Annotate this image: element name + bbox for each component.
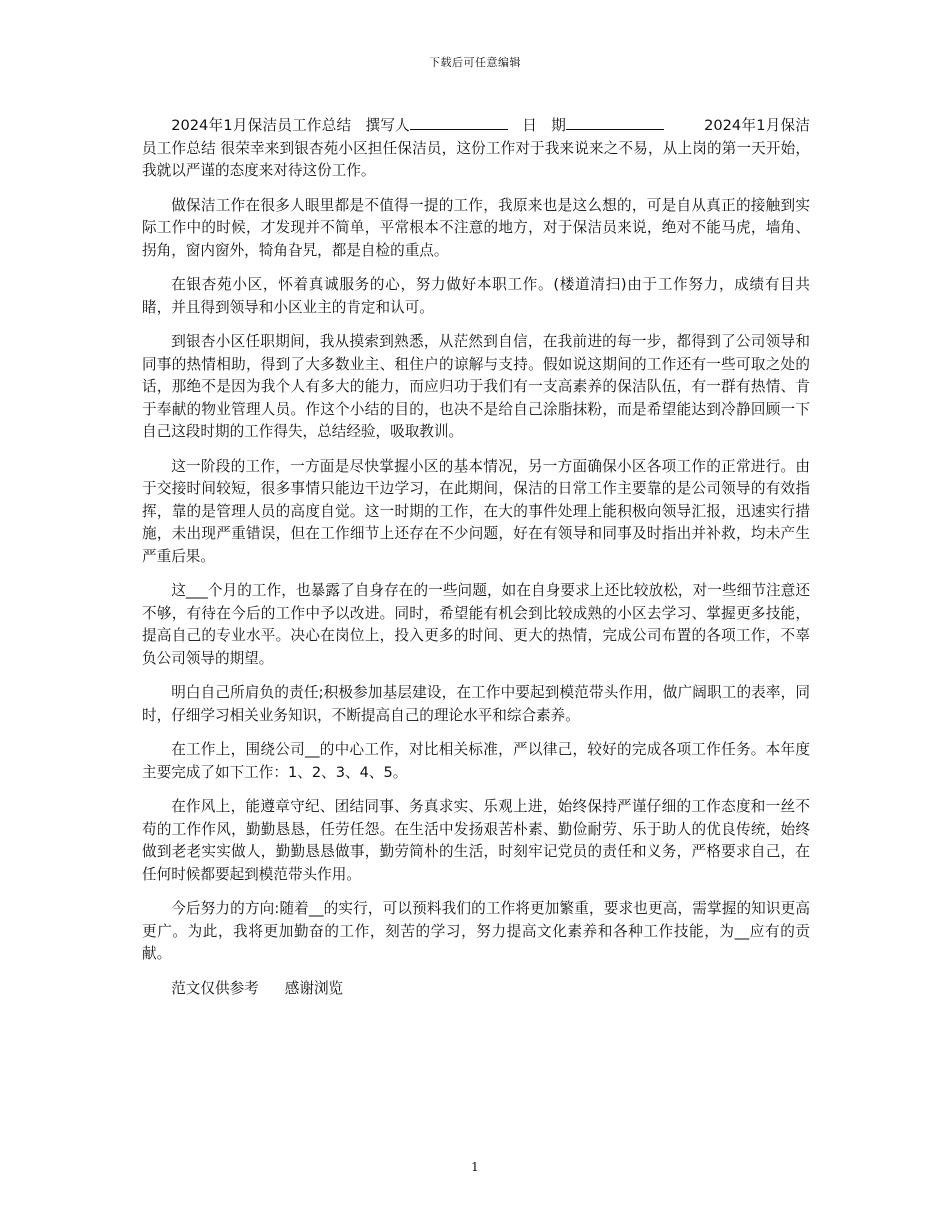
document-title: 2024年1月保洁员工作总结: [171, 117, 352, 134]
body-paragraph: 做保洁工作在很多人眼里都是不值得一提的工作，我原来也是这么想的，可是自从真正的接触到实际工作中的时候，才发现并不简单，平常根本不注意的地方，对于保洁员来说，绝对不能马虎，墙角、拐角，窗内窗外，犄角旮旯，都是自检的重点。: [142, 196, 810, 259]
body-paragraph: 这___个月的工作，也暴露了自身存在的一些问题，如在自身要求上还比较放松，对一些细节注意还不够，有待在今后的工作中予以改进。同时，希望能有机会到比较成熟的小区去学习、掌握更多技能，提高自己的专业水平。决心在岗位上，投入更多的时间、更大的热情，完成公司布置的各项工作，不辜负公司领导的期望。: [142, 582, 810, 667]
intro-text: 年1月保洁员工作总结 很荣幸来到银杏苑小区担任保洁员，这份工作对于我来说来之不易，从上岗的第一天开始，我就以严谨的态度来对待这份工作。: [142, 117, 810, 179]
author-label: 撰写人: [365, 117, 410, 134]
date-label-second-char: 期: [551, 117, 567, 134]
body-paragraph: 在作风上，能遵章守纪、团结同事、务真求实、乐观上进，始终保持严谨仔细的工作态度和一丝不苟的工作作风，勤勤恳恳，任劳任怨。在生活中发扬艰苦朴素、勤俭耐劳、乐于助人的优良传统，始终做到老老实实做人，勤勤恳恳做事，勤劳简朴的生活，时刻牢记党员的责任和义务，严格要求自己，在任何时候都要起到模范带头作用。: [142, 798, 810, 883]
page-header: 下载后可任意编辑: [429, 56, 521, 69]
author-blank: [410, 114, 508, 130]
body-paragraph: 在银杏苑小区，怀着真诚服务的心，努力做好本职工作。(楼道清扫)由于工作努力，成绩有目共睹，并且得到领导和小区业主的肯定和认可。: [142, 276, 810, 316]
closing-note: [142, 978, 810, 1000]
page-number: 1: [471, 1160, 479, 1174]
body-paragraph: 明白自己所肩负的责任;积极参加基层建设，在工作中要起到模范带头作用，做广阔职工的表率，同时，仔细学习相关业务知识，不断提高自己的理论水平和综合素养。: [142, 684, 810, 724]
document-body: [142, 114, 810, 1000]
body-paragraph: 到银杏小区任职期间，我从摸索到熟悉，从茫然到自信，在我前进的每一步，都得到了公司领导和同事的热情相助，得到了大多数业主、租住户的谅解与支持。假如说这期间的工作还有一些可取之处的话，那绝不是因为我个人有多大的能力，而应归功于我们有一支高素养的保洁队伍，有一群有热情、肯于奉献的物业管理人员。作这个小结的目的，也决不是给自己涂脂抹粉，而是希望能达到冷静回顾一下自己这段时期的工作得失，总结经验，吸取教训。: [142, 333, 810, 440]
body-paragraph: 在工作上，围绕公司__的中心工作，对比相关标准，严以律己，较好的完成各项工作任务。本年度主要完成了如下工作：1、2、3、4、5。: [142, 741, 810, 781]
body-paragraph: 这一阶段的工作，一方面是尽快掌握小区的基本情况，另一方面确保小区各项工作的正常进行。由于交接时间较短，很多事情只能边干边学习，在此期间，保洁的日常工作主要靠的是公司领导的有效指挥，靠的是管理人员的高度自觉。这一时期的工作，在大的事件处理上能积极向领导汇报，迅速实行措施，未出现严重错误，但在工作细节上还存在不少问题，好在有领导和同事及时指出并补救，均未产生严重后果。: [142, 457, 810, 565]
closing-note-right: 感谢浏览: [284, 979, 344, 997]
closing-note-left: 范文仅供参考: [171, 979, 259, 997]
repeat-year: 2024: [704, 117, 742, 134]
date-blank: [566, 114, 664, 130]
intro-paragraph: [142, 114, 810, 183]
body-paragraph: 今后努力的方向:随着__的实行，可以预料我们的工作将更加繁重，要求也更高，需掌握的知识更高更广。为此，我将更加勤奋的工作，刻苦的学习，努力提高文化素养和各种工作技能，为__应有的贡献。: [142, 900, 810, 962]
date-label-first-char: 日: [522, 117, 538, 134]
